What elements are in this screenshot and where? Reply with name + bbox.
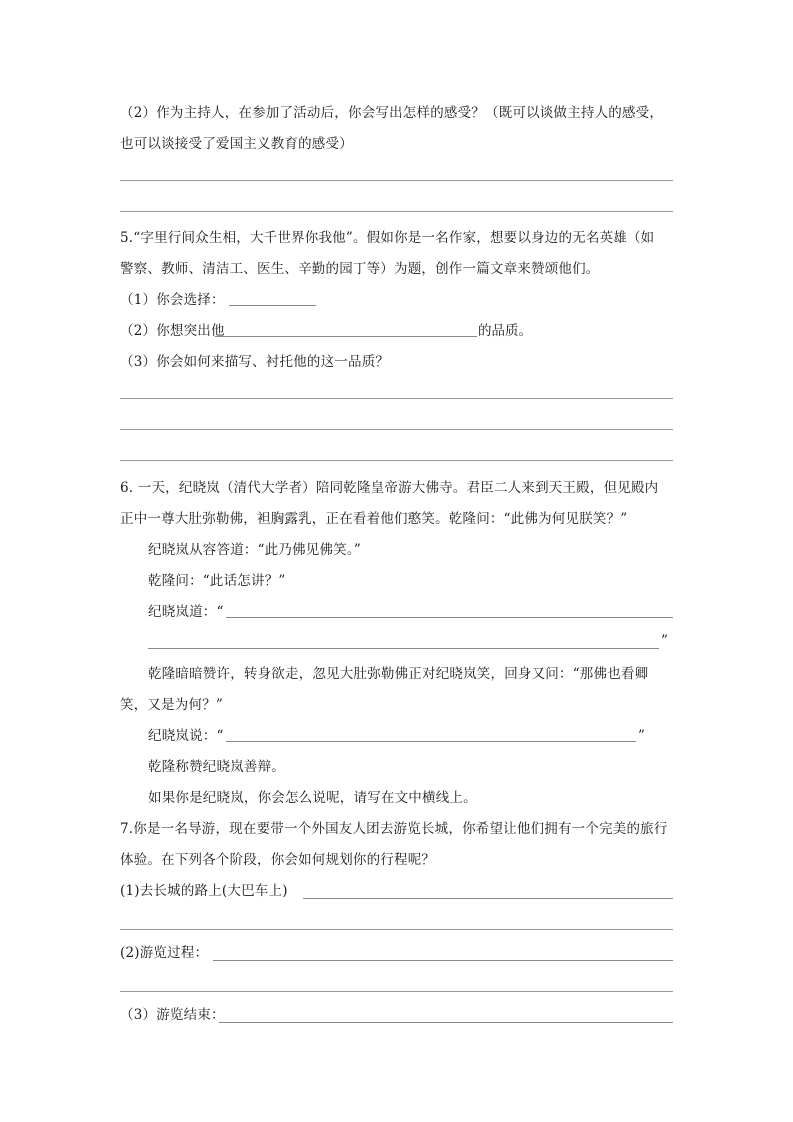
q7-stem-line1: 7.你是一名导游，现在要带一个外国友人团去游览长城，你希望让他们拥有一个完美的旅行 [120, 821, 668, 837]
q6-para6: 乾隆称赞纪晓岚善辩。 [148, 759, 285, 775]
q6-para1: 纪晓岚从容答道：“此乃佛见佛笑。” [148, 542, 361, 558]
q5-sub1 [120, 291, 225, 309]
q5-sub3-label: （3）你会如何来描写、衬托他的这一品质？ [120, 354, 390, 370]
q6-answer1-blank-line1[interactable] [226, 617, 673, 618]
q5-choice-blank[interactable] [229, 305, 316, 306]
q6-answer2-close-quote: ” [638, 728, 645, 744]
q5-sub1-label: （1）你会选择： [120, 292, 225, 308]
q7-sub2-blank[interactable] [213, 960, 673, 961]
q6-para7: 如果你是纪晓岚，你会怎么说呢，请写在文中横线上。 [148, 790, 477, 806]
q5-quality-blank[interactable] [215, 336, 477, 337]
answer-line[interactable] [120, 460, 673, 461]
q7-sub1-label: (1)去长城的路上(大巴车上) [120, 883, 288, 899]
q6-answer2-blank[interactable] [226, 741, 636, 742]
answer-line[interactable] [120, 398, 673, 399]
q5-sub2-label: （2）你想突出他 [120, 323, 225, 339]
q4-sub2-line2: 也可以谈接受了爱国主义教育的感受） [120, 136, 353, 152]
q6-para5-label: 纪晓岚说：“ [148, 728, 224, 744]
answer-line[interactable] [120, 211, 673, 212]
q7-sub2-label: (2)游览过程： [120, 945, 209, 961]
q7-sub1-blank[interactable] [303, 898, 673, 899]
q6-para2: 乾隆问：“此话怎讲？” [148, 573, 286, 589]
answer-line[interactable] [120, 180, 673, 181]
q7-sub3-label: （3）游览结束： [120, 1007, 225, 1023]
q6-para3-label: 纪晓岚道：“ [148, 604, 224, 620]
answer-line[interactable] [120, 929, 673, 930]
q6-para4-line1: 乾隆暗暗赞许，转身欲走，忽见大肚弥勒佛正对纪晓岚笑，回身又问：“那佛也看卿 [148, 666, 649, 682]
q6-stem-line1: 6. 一天，纪晓岚（清代大学者）陪同乾隆皇帝游大佛寺。君臣二人来到天王殿，但见殿内 [120, 480, 659, 496]
q6-stem-line2: 正中一尊大肚弥勒佛，袒胸露乳，正在看着他们憨笑。乾隆问：“此佛为何见朕笑？” [120, 511, 628, 527]
answer-line[interactable] [120, 429, 673, 430]
q5-stem-line1: 5.“字里行间众生相，大千世界你我他”。假如你是一名作家，想要以身边的无名英雄（如 [120, 230, 655, 246]
q5-sub2-suffix: 的品质。 [478, 323, 532, 339]
answer-line[interactable] [120, 991, 673, 992]
q6-answer1-blank-line2[interactable] [148, 648, 659, 649]
q7-stem-line2: 体验。在下列各个阶段，你会如何规划你的行程呢？ [120, 852, 436, 868]
q4-sub2-line1: （2）作为主持人，在参加了活动后，你会写出怎样的感受？（既可以谈做主持人的感受， [120, 105, 664, 121]
q6-para4-line2: 笑，又是为何？” [120, 697, 224, 713]
q5-stem-line2: 警察、教师、清洁工、医生、辛勤的园丁等）为题，创作一篇文章来赞颂他们。 [120, 261, 600, 277]
q7-sub3-blank[interactable] [219, 1022, 673, 1023]
q6-answer1-close-quote: ” [661, 633, 668, 649]
